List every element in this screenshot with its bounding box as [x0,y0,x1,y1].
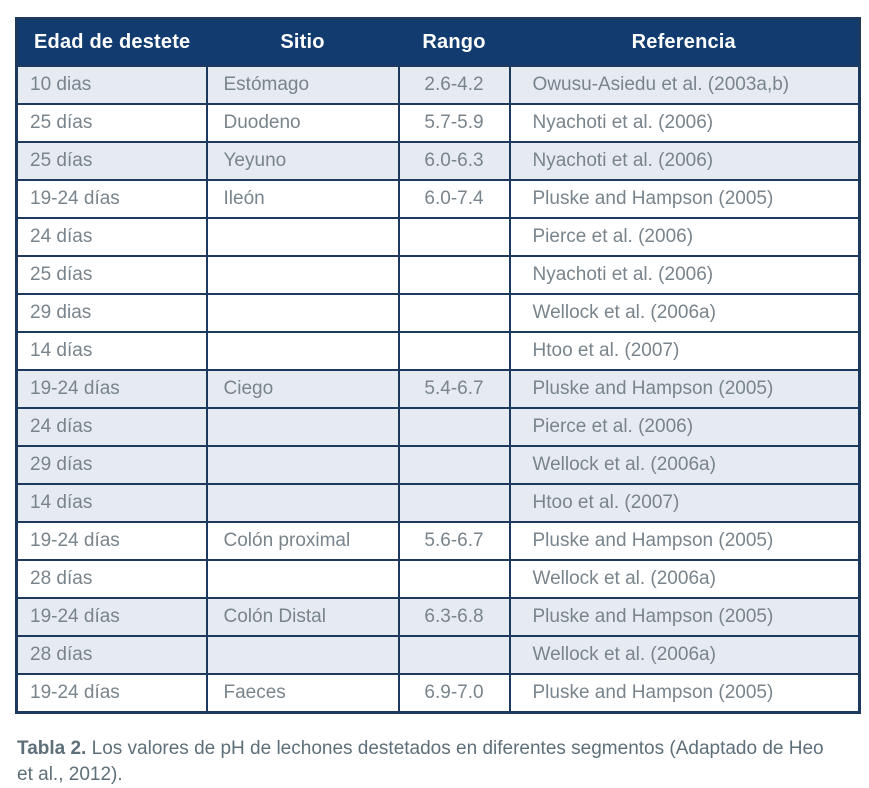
cell-rango: 6.0-6.3 [399,142,510,180]
cell-referencia: Htoo et al. (2007) [510,484,860,522]
cell-rango [399,256,510,294]
table-caption [17,736,829,788]
ph-values-table [15,17,861,714]
cell-sitio [207,294,399,332]
cell-referencia: Pluske and Hampson (2005) [510,598,860,636]
table-row [17,522,860,560]
cell-edad-de-destete: 19-24 días [17,674,207,713]
cell-edad-de-destete: 19-24 días [17,598,207,636]
cell-edad-de-destete: 14 días [17,332,207,370]
cell-rango [399,294,510,332]
cell-edad-de-destete: 24 días [17,218,207,256]
cell-edad-de-destete: 25 días [17,142,207,180]
cell-rango [399,408,510,446]
cell-edad-de-destete: 29 días [17,446,207,484]
table-row [17,66,860,104]
cell-rango [399,636,510,674]
cell-referencia: Pluske and Hampson (2005) [510,674,860,713]
cell-edad-de-destete: 24 días [17,408,207,446]
cell-sitio: Colón Distal [207,598,399,636]
cell-rango [399,218,510,256]
cell-referencia: Pluske and Hampson (2005) [510,370,860,408]
table-row [17,560,860,598]
cell-edad-de-destete: 28 días [17,636,207,674]
cell-referencia: Pluske and Hampson (2005) [510,522,860,560]
table-row [17,332,860,370]
cell-referencia: Pluske and Hampson (2005) [510,180,860,218]
table-row [17,142,860,180]
cell-sitio [207,218,399,256]
cell-rango: 6.0-7.4 [399,180,510,218]
cell-sitio [207,332,399,370]
cell-sitio [207,636,399,674]
table-row [17,104,860,142]
cell-edad-de-destete: 25 días [17,104,207,142]
cell-sitio: Yeyuno [207,142,399,180]
table-row [17,484,860,522]
cell-rango: 5.6-6.7 [399,522,510,560]
cell-rango [399,560,510,598]
column-header-sitio: Sitio [207,19,399,67]
table-row [17,180,860,218]
cell-referencia: Nyachoti et al. (2006) [510,256,860,294]
cell-edad-de-destete: 19-24 días [17,370,207,408]
cell-referencia: Htoo et al. (2007) [510,332,860,370]
cell-rango: 5.7-5.9 [399,104,510,142]
cell-edad-de-destete: 14 días [17,484,207,522]
cell-referencia: Nyachoti et al. (2006) [510,104,860,142]
column-header-rango: Rango [399,19,510,67]
table-row [17,598,860,636]
cell-referencia: Nyachoti et al. (2006) [510,142,860,180]
caption-label: Tabla 2. [17,738,87,759]
cell-sitio [207,256,399,294]
cell-sitio [207,408,399,446]
table-row [17,294,860,332]
cell-sitio [207,446,399,484]
cell-referencia: Wellock et al. (2006a) [510,294,860,332]
cell-referencia: Pierce et al. (2006) [510,408,860,446]
cell-rango: 6.9-7.0 [399,674,510,713]
table-header [17,19,860,67]
table-row [17,256,860,294]
cell-edad-de-destete: 29 dias [17,294,207,332]
cell-rango: 5.4-6.7 [399,370,510,408]
cell-sitio [207,484,399,522]
table-row [17,370,860,408]
cell-referencia: Wellock et al. (2006a) [510,446,860,484]
table-body [17,66,860,713]
cell-rango: 2.6-4.2 [399,66,510,104]
cell-sitio [207,560,399,598]
column-header-referencia: Referencia [510,19,860,67]
cell-sitio: Colón proximal [207,522,399,560]
cell-edad-de-destete: 19-24 días [17,180,207,218]
table-row [17,636,860,674]
cell-edad-de-destete: 19-24 días [17,522,207,560]
caption-text: Los valores de pH de lechones destetados en diferentes segmentos (Adaptado de Heo et al., 2012). [17,738,824,785]
cell-referencia: Wellock et al. (2006a) [510,636,860,674]
cell-referencia: Owusu-Asiedu et al. (2003a,b) [510,66,860,104]
table-row [17,218,860,256]
cell-rango [399,446,510,484]
table-row [17,446,860,484]
column-header-edad-de-destete: Edad de destete [17,19,207,67]
table-row [17,674,860,713]
cell-sitio: Ileón [207,180,399,218]
cell-sitio: Ciego [207,370,399,408]
cell-referencia: Pierce et al. (2006) [510,218,860,256]
cell-sitio: Faeces [207,674,399,713]
header-row [17,19,860,67]
cell-referencia: Wellock et al. (2006a) [510,560,860,598]
cell-edad-de-destete: 28 días [17,560,207,598]
cell-rango: 6.3-6.8 [399,598,510,636]
cell-edad-de-destete: 10 dias [17,66,207,104]
table-row [17,408,860,446]
cell-rango [399,332,510,370]
cell-sitio: Estómago [207,66,399,104]
cell-sitio: Duodeno [207,104,399,142]
cell-rango [399,484,510,522]
cell-edad-de-destete: 25 días [17,256,207,294]
